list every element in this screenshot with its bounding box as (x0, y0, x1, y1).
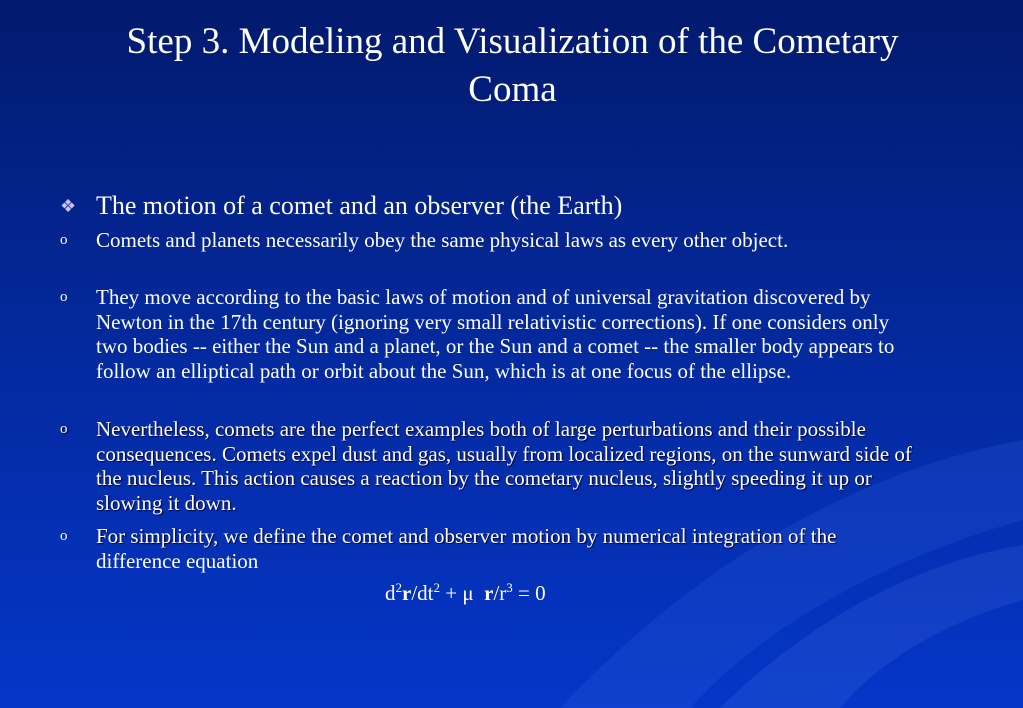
list-item-text-plain: difference equation (96, 548, 259, 573)
circle-bullet-icon: o (60, 421, 68, 437)
list-item-text (96, 524, 916, 573)
list-item-text: Nevertheless, comets are the perfect examples both of large perturbations and their possible consequences. Comets expel dust and gas, usually from localized regions, on the sunward side of the nucleus. This action causes a reaction by the cometary nucleus, slightly speeding it up or slowing it down. (96, 417, 912, 515)
circle-bullet-icon: o (60, 289, 68, 305)
eq-exp-2: 2 (433, 580, 440, 595)
eq-equals-zero: = 0 (512, 581, 546, 605)
difference-equation (385, 580, 546, 606)
eq-plus-mu: + μ (440, 581, 485, 605)
title-line-1: Step 3. Modeling and Visualization of the Cometary (126, 21, 899, 62)
eq-exp-3: 3 (506, 580, 513, 595)
circle-bullet-icon: o (60, 528, 68, 544)
eq-r-vector: r (402, 581, 412, 605)
circle-bullet-icon: o (60, 232, 68, 248)
list-item-text-shadowed: For simplicity, we define the comet and observer motion by numerical integration of the (96, 524, 837, 548)
title-line-2: Coma (468, 69, 557, 110)
list-item-text: They move according to the basic laws of motion and of universal gravitation discovered by Newton in the 17th century (ignoring very small relativistic corrections). If one considers only two bodies -- either the Sun and a planet, or the Sun and a comet -- the smaller body appears to follow an elliptical path or orbit about the Sun, which is at one focus of the ellipse. (96, 285, 895, 383)
eq-dt: /dt (411, 581, 434, 605)
diamond-bullet-icon: ❖ (60, 196, 77, 216)
eq-d: d (385, 581, 396, 605)
eq-exp-1: 2 (395, 580, 402, 595)
list-item-text: Comets and planets necessarily obey the same physical laws as every other object. (96, 228, 789, 252)
lead-text: The motion of a comet and an observer (the Earth) (96, 191, 623, 220)
eq-slash-r: /r (493, 581, 507, 605)
eq-r-vector-2: r (484, 581, 494, 605)
slide-title (60, 18, 965, 114)
